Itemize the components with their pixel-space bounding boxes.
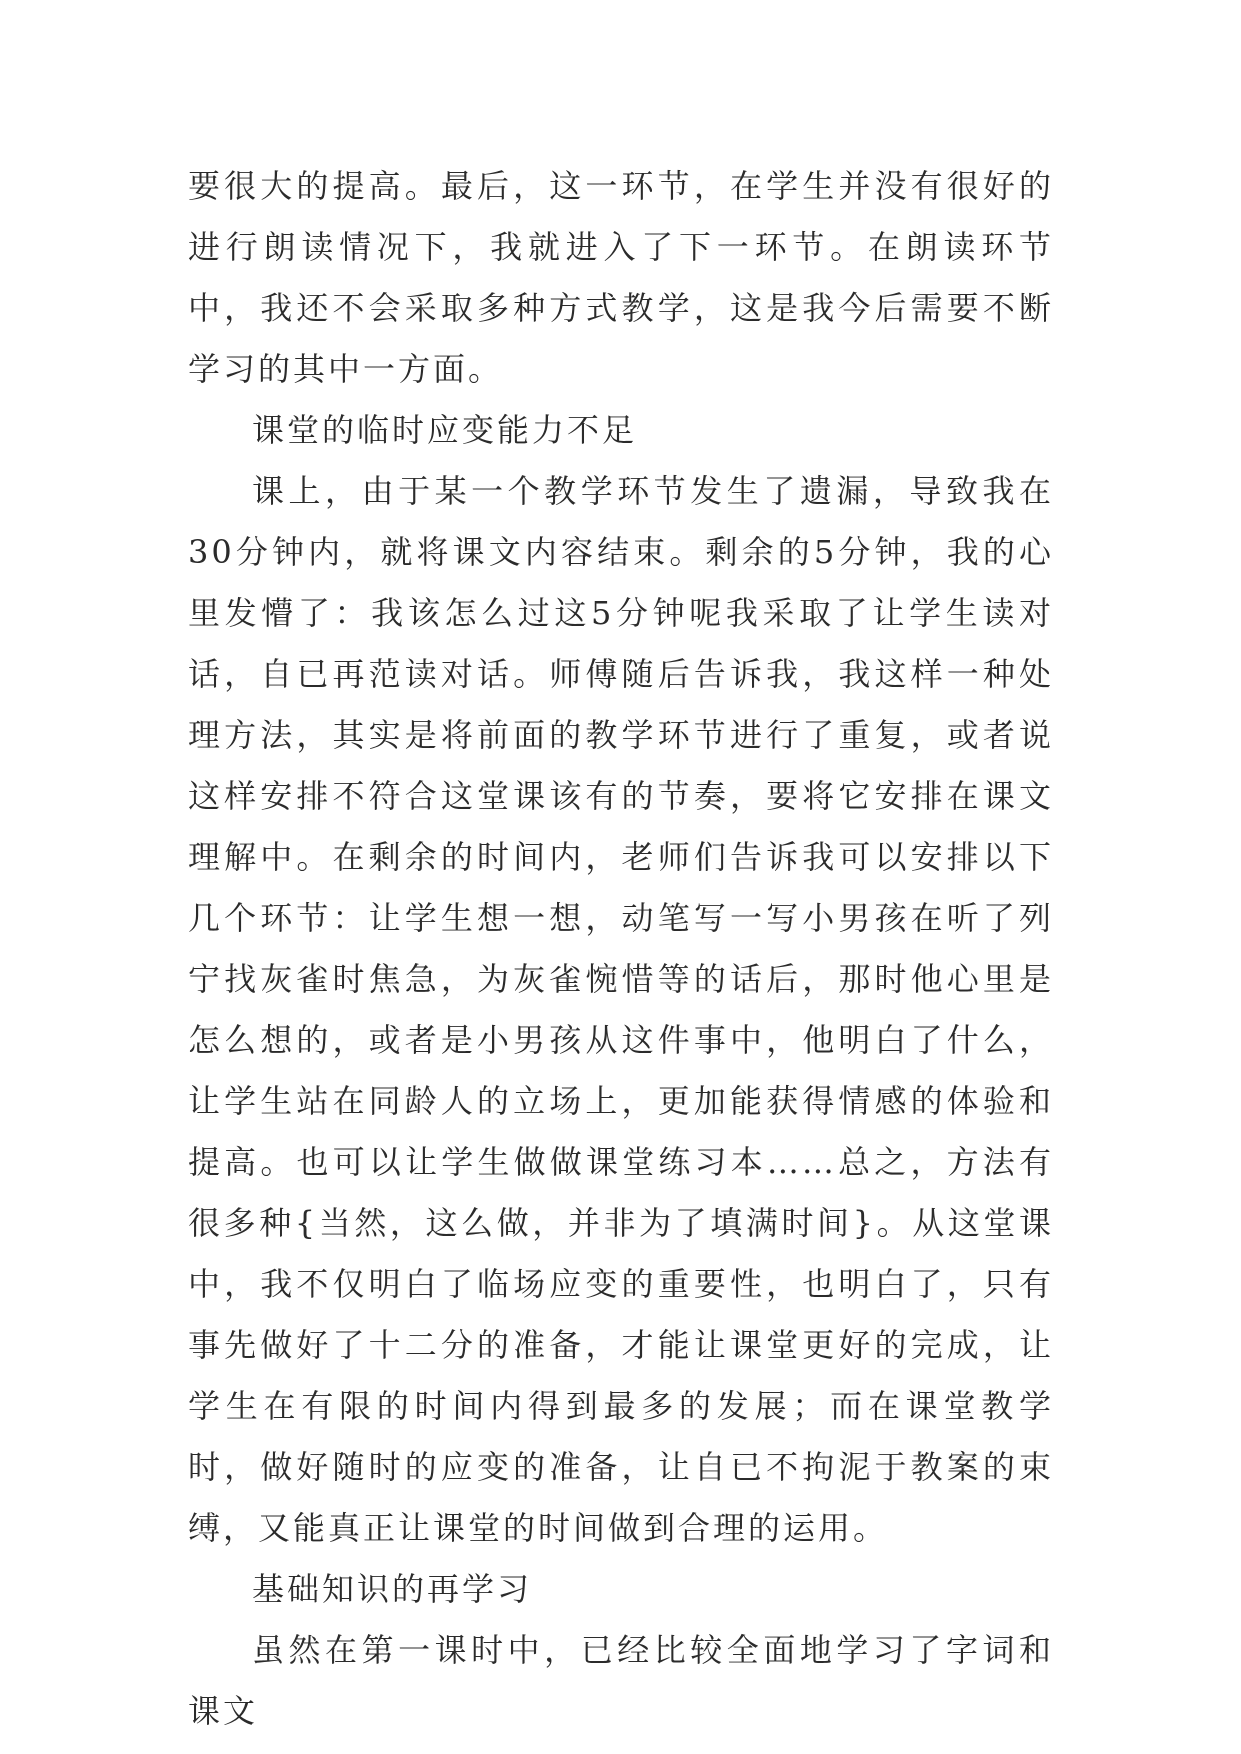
section-heading-basic-knowledge: 基础知识的再学习 bbox=[252, 1570, 533, 1608]
document-body bbox=[188, 156, 1054, 1742]
paragraph-basic-knowledge: 虽然在第一课时中，已经比较全面地学习了字词和课文 bbox=[188, 1631, 1054, 1730]
paragraph-reading-reflection: 要很大的提高。最后，这一环节，在学生并没有很好的进行朗读情况下，我就进入了下一环节。在朗读环节中，我还不会采取多种方式教学，这是我今后需要不断学习的其中一方面。 bbox=[188, 167, 1054, 388]
paragraph-adaptability: 课上，由于某一个教学环节发生了遗漏，导致我在30分钟内，就将课文内容结束。剩余的5分钟，我的心里发懵了：我该怎么过这5分钟呢我采取了让学生读对话，自已再范读对话。师傅随后告诉我，我这样一种处理方法，其实是将前面的教学环节进行了重复，或者说这样安排不符合这堂课该有的节奏，要将它安排在课文理解中。在剩余的时间内，老师们告诉我可以安排以下几个环节：让学生想一想，动笔写一写小男孩在听了列宁找灰雀时焦急，为灰雀惋惜等的话后，那时他心里是怎么想的，或者是小男孩从这件事中，他明白了什么，让学生站在同龄人的立场上，更加能获得情感的体验和提高。也可以让学生做做课堂练习本……总之，方法有很多种{当然，这么做，并非为了填满时间}。从这堂课中，我不仅明白了临场应变的重要性，也明白了，只有事先做好了十二分的准备，才能让课堂更好的完成，让学生在有限的时间内得到最多的发展；而在课堂教学时，做好随时的应变的准备，让自已不拘泥于教案的束缚，又能真正让课堂的时间做到合理的运用。 bbox=[188, 472, 1054, 1547]
section-heading-adaptability: 课堂的临时应变能力不足 bbox=[252, 411, 638, 449]
